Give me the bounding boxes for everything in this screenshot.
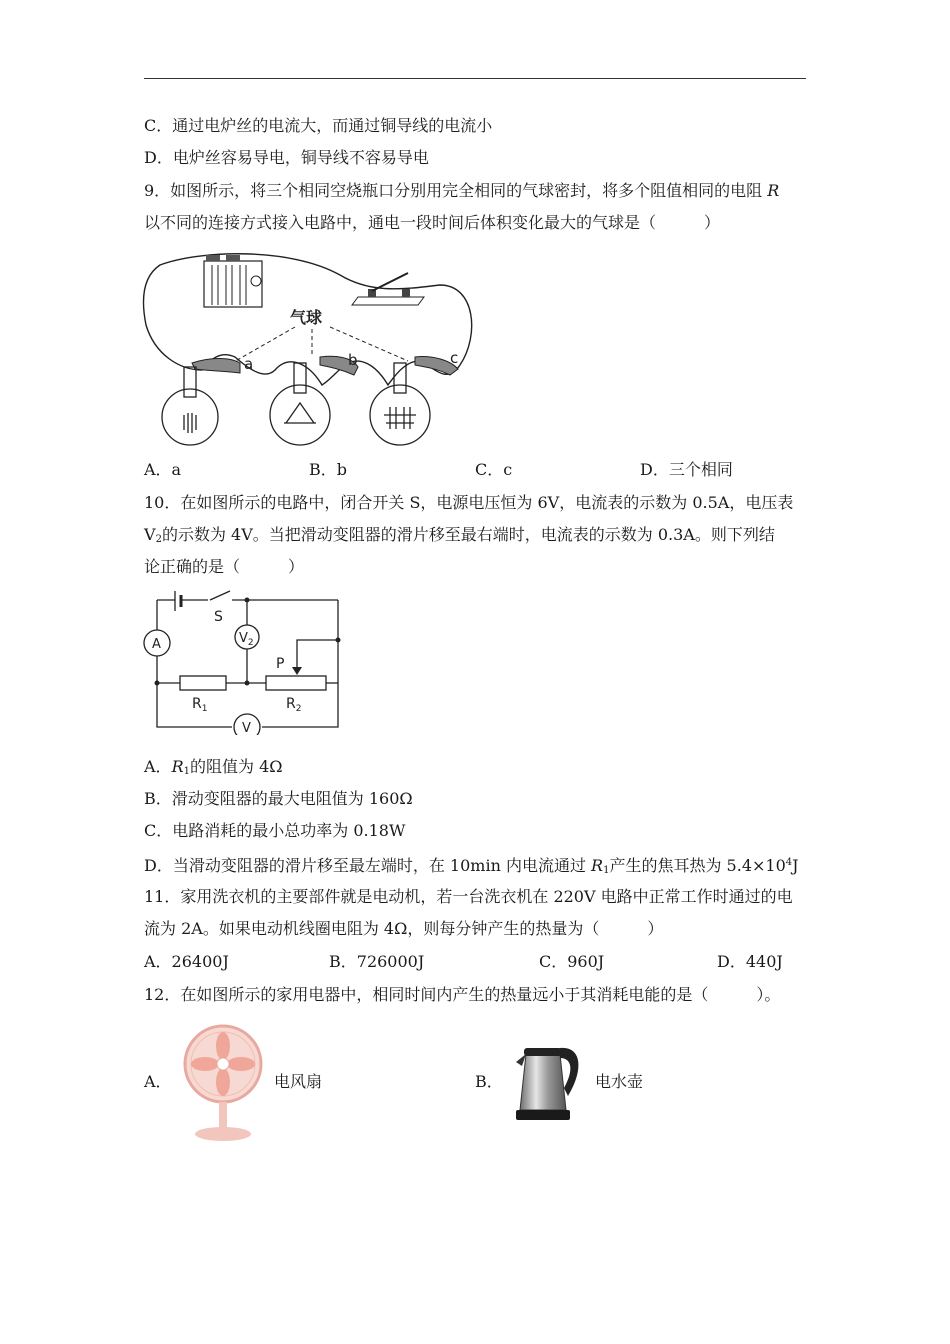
q9-stem-line1: [144, 180, 779, 202]
label-v2-main: V: [239, 631, 248, 646]
q10-option-a-sub: 1: [183, 766, 190, 777]
q8-option-c: C．通过电炉丝的电流大，而通过铜导线的电流小: [144, 116, 493, 135]
header-rule: [144, 78, 806, 79]
q10-option-c[interactable]: C．电路消耗的最小总功率为 0.18W: [144, 821, 406, 840]
rheostat-r2: [266, 676, 326, 690]
balloon-b-label: b: [348, 351, 358, 369]
label-v: V: [242, 721, 251, 735]
q11-option-c[interactable]: C．960J: [539, 952, 605, 971]
label-r2-sub: 2: [295, 704, 302, 714]
q11-options: [144, 951, 806, 973]
q12-option-a-letter[interactable]: A．: [144, 1072, 172, 1091]
label-r2-main: R: [286, 696, 296, 712]
q10-stem-line3: 论正确的是（ ）: [144, 557, 305, 576]
q10-option-d-unit: J: [792, 856, 799, 875]
q10-option-a[interactable]: [144, 756, 283, 783]
q11-option-d[interactable]: D．440J: [717, 952, 783, 971]
resistor-r1: [180, 676, 226, 690]
q9-var-r: R: [767, 181, 780, 200]
q10-option-b[interactable]: B．滑动变阻器的最大电阻值为 160Ω: [144, 789, 413, 808]
q10-stem-line1: 10．在如图所示的电路中，闭合开关 S，电源电压恒为 6V，电流表的示数为 0.5A，电压表: [144, 493, 794, 512]
flask-b: [270, 363, 330, 445]
label-a: A: [152, 637, 161, 652]
label-s: S: [214, 609, 223, 625]
flask-a: [162, 367, 218, 445]
q10-option-a-text: 的阻值为 4Ω: [189, 757, 283, 776]
q10-circuit-diagram: [140, 585, 345, 735]
q10-stem-text: 的示数为 4V。当把滑动变阻器的滑片移至最右端时，电流表的示数为 0.3A。则下列结: [161, 525, 775, 544]
q9-options: [144, 459, 806, 481]
label-r1: [192, 696, 207, 714]
label-r1-sub: 1: [201, 704, 208, 714]
label-v2-sub: 2: [247, 638, 254, 648]
label-r1-main: R: [192, 696, 202, 712]
label-p: P: [276, 656, 285, 672]
q10-stem-line2: [144, 524, 775, 551]
q8-option-d: D．电炉丝容易导电，铜导线不容易导电: [144, 148, 429, 167]
q10-v-sub: 2: [155, 534, 162, 545]
q10-v-symbol: V: [144, 525, 156, 544]
label-r2: [286, 696, 301, 714]
electric-kettle-image: [510, 1040, 585, 1125]
q11-stem-line2: 流为 2A。如果电动机线圈电阻为 4Ω，则每分钟产生的热量为（ ）: [144, 919, 664, 938]
balloon-c-label: c: [450, 349, 459, 367]
electric-fan-image: [182, 1022, 264, 1144]
q12-option-b-name: 电水壶: [595, 1072, 644, 1091]
q12-option-b-letter[interactable]: B．: [475, 1072, 503, 1091]
q9-option-b[interactable]: B．b: [309, 460, 348, 479]
q10-option-d-var: R: [591, 856, 604, 875]
q11-stem-line1: 11．家用洗衣机的主要部件就是电动机，若一台洗衣机在 220V 电路中正常工作时通过的电: [144, 887, 793, 906]
q9-option-d[interactable]: D．三个相同: [640, 460, 733, 479]
q9-stem-line2: 以不同的连接方式接入电路中，通电一段时间后体积变化最大的气球是（ ）: [144, 213, 721, 232]
q10-option-d[interactable]: [144, 852, 799, 882]
q10-option-a-var: R: [171, 757, 184, 776]
q10-option-d-text1: D．当滑动变阻器的滑片移至最左端时，在 10min 内电流通过: [144, 856, 592, 875]
q10-option-d-sub: 1: [603, 865, 610, 876]
q12-option-a-name: 电风扇: [274, 1072, 323, 1091]
balloon-a-label: a: [244, 355, 254, 373]
q11-option-a[interactable]: A．26400J: [144, 952, 229, 971]
q9-option-a[interactable]: A．a: [144, 460, 182, 479]
q11-option-b[interactable]: B．726000J: [329, 952, 425, 971]
balloon-label: 气球: [290, 308, 323, 327]
flask-c: [370, 363, 430, 445]
q12-stem: 12．在如图所示的家用电器中，相同时间内产生的热量远小于其消耗电能的是（ ）。: [144, 985, 781, 1004]
battery-icon: [204, 255, 262, 307]
q10-option-d-text2: 产生的焦耳热为 5.4×10: [609, 856, 786, 875]
q10-option-d-exponent: 4: [785, 857, 793, 868]
q9-option-c[interactable]: C．c: [475, 460, 513, 479]
q10-option-a-letter: A．: [144, 757, 172, 776]
q9-figure-balloons: [140, 245, 480, 450]
q9-stem-text: 9．如图所示，将三个相同空烧瓶口分别用完全相同的气球密封，将多个阻值相同的电阻: [144, 181, 768, 200]
balloon-a: [192, 359, 240, 374]
